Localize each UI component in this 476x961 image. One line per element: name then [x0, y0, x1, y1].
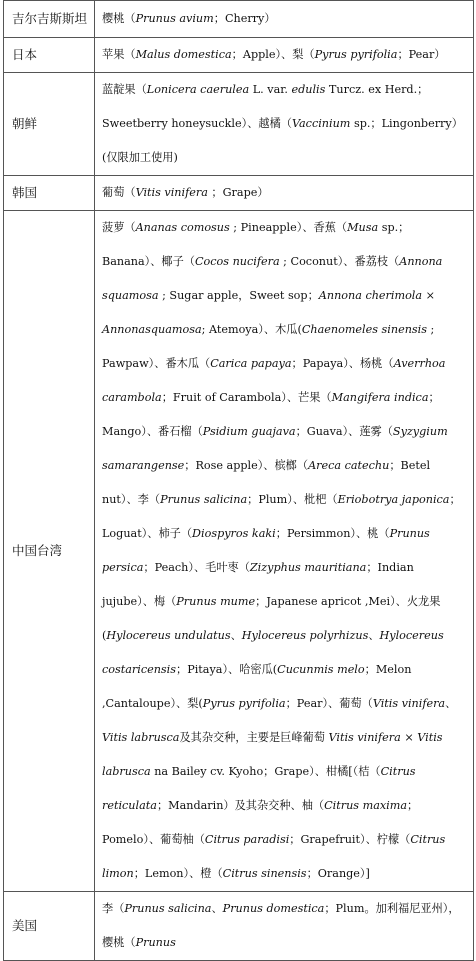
- entry-text: ；Apple）、梨（: [231, 48, 315, 61]
- entry-text: 、: [368, 629, 380, 642]
- entry-text: ；Betel nut）、李（: [102, 459, 431, 506]
- species-name: Prunus domestica: [222, 902, 325, 915]
- entry-text: ；Papaya）、杨桃（: [291, 357, 394, 370]
- species-name: Hylocereus costaricensis: [102, 629, 444, 676]
- table-row: [4, 1, 474, 38]
- entry-text: ；Orange）]: [306, 867, 370, 880]
- entry-text: 李（: [102, 902, 125, 915]
- species-name: Citrus reticulata: [102, 765, 416, 812]
- species-name: Citrus limon: [102, 833, 446, 880]
- table-row: [4, 38, 474, 73]
- species-name: Zizyphus mauritiana: [249, 561, 367, 574]
- fruit-entry: [102, 83, 463, 164]
- species-name: Hylocereus polyrhizus: [241, 629, 369, 642]
- fruit-entry: [102, 186, 269, 199]
- entry-text: sp.；Lingonberry）(仅限加工使用): [102, 117, 463, 164]
- entry-text: ；Plum。加利福尼亚州），樱桃（: [102, 902, 460, 949]
- entry-text: ；Plum）、枇杷（: [247, 493, 338, 506]
- species-name: Pyrus pyrifolia: [202, 697, 286, 710]
- entry-text: ；Persimmon）、桃（: [275, 527, 390, 540]
- entry-text: ; Atemoya）、木瓜(: [201, 323, 302, 336]
- species-name: Citrus sinensis: [222, 867, 307, 880]
- species-name: Vitis vinifera: [135, 186, 208, 199]
- species-name: Pyrus pyrifolia: [314, 48, 398, 61]
- entry-text: ；Melon ,Cantaloupe）、梨(: [102, 663, 412, 710]
- species-name: Prunus: [135, 936, 176, 949]
- fruit-list-cell: [95, 38, 474, 73]
- entry-text: ；Japanese apricot ,Mei）、火龙果(: [102, 595, 441, 642]
- entry-text: ；Peach）、毛叶枣（: [143, 561, 250, 574]
- species-name: edulis: [291, 83, 326, 96]
- entry-text: 苹果（: [102, 48, 136, 61]
- country-cell: 美国: [4, 892, 95, 961]
- entry-text: ；Lemon）、橙（: [133, 867, 223, 880]
- country-cell: 中国台湾: [4, 211, 95, 892]
- country-cell: 吉尔吉斯斯坦: [4, 1, 95, 38]
- market-access-table: [3, 0, 474, 961]
- country-cell: 日本: [4, 38, 95, 73]
- species-name: Carica papaya: [210, 357, 292, 370]
- species-name: Cocos nucifera: [194, 255, 280, 268]
- fruit-list-cell: [95, 1, 474, 38]
- entry-text: ；Indian jujube）、梅（: [102, 561, 414, 608]
- species-name: Ananas comosus: [135, 221, 230, 234]
- species-name: Hylocereus undulatus: [106, 629, 231, 642]
- table-row: [4, 892, 474, 961]
- entry-text: 菠萝（: [102, 221, 136, 234]
- entry-text: L. var.: [249, 83, 292, 96]
- fruit-entry: [102, 221, 461, 880]
- entry-text: ；Cherry）: [213, 12, 276, 25]
- fruit-list-cell: [95, 176, 474, 211]
- entry-text: ；Loguat）、柿子（: [102, 493, 461, 540]
- entry-text: ; Pawpaw）、番木瓜（: [102, 323, 435, 370]
- species-name: Vitis labrusca: [102, 731, 180, 744]
- entry-text: 、: [211, 902, 223, 915]
- species-name: Annona squamosa: [102, 255, 443, 302]
- entry-text: ；Rose apple）、槟榔（: [184, 459, 309, 472]
- entry-text: 、: [230, 629, 242, 642]
- species-name: Vaccinium: [291, 117, 351, 130]
- entry-text: sp.；Banana）、椰子（: [102, 221, 410, 268]
- species-name: Averrhoa carambola: [102, 357, 446, 404]
- species-name: Areca catechu: [308, 459, 390, 472]
- species-name: Citrus paradisi: [204, 833, 290, 846]
- entry-text: ；Grapefruit）、柠檬（: [289, 833, 411, 846]
- species-name: Prunus salicina: [160, 493, 248, 506]
- species-name: Prunus salicina: [124, 902, 212, 915]
- entry-text: 、: [445, 697, 457, 710]
- species-name: Musa: [347, 221, 379, 234]
- country-cell: 朝鲜: [4, 73, 95, 176]
- fruit-entry: [102, 12, 276, 25]
- entry-text: ; Pineapple）、香蕉（: [229, 221, 348, 234]
- species-name: Mangifera indica: [331, 391, 429, 404]
- entry-text: ；Pitaya）、哈密瓜(: [176, 663, 278, 676]
- species-name: Syzygium samarangense: [102, 425, 448, 472]
- entry-text: ; Sugar apple，Sweet sop；: [158, 289, 319, 302]
- entry-text: ；Pear）: [397, 48, 446, 61]
- entry-text: na Bailey cv. Kyoho；Grape）、柑橘[（桔（: [150, 765, 381, 778]
- entry-text: ; Coconut）、番荔枝（: [279, 255, 400, 268]
- species-name: Vitis vinifera: [372, 697, 446, 710]
- species-name: Cucunmis melo: [277, 663, 365, 676]
- species-name: Vitis vinifera × Vitis labrusca: [102, 731, 443, 778]
- table-row: [4, 176, 474, 211]
- species-name: Eriobotrya japonica: [337, 493, 450, 506]
- entry-text: ；Guava）、莲雾（: [295, 425, 393, 438]
- species-name: Chaenomeles sinensis: [301, 323, 427, 336]
- species-name: Annona cherimola × Annonasquamosa: [102, 289, 435, 336]
- species-name: Lonicera caerulea: [146, 83, 250, 96]
- entry-text: ；Pear）、葡萄（: [285, 697, 373, 710]
- species-name: Prunus persica: [102, 527, 430, 574]
- fruit-entry: [102, 902, 460, 949]
- table-row: [4, 73, 474, 176]
- entry-text: 及其杂交种，主要是巨峰葡萄: [179, 731, 329, 744]
- fruit-entry: [102, 48, 445, 61]
- table-row: [4, 211, 474, 892]
- species-name: Malus domestica: [135, 48, 232, 61]
- species-name: Prunus avium: [135, 12, 214, 25]
- entry-text: 樱桃（: [102, 12, 136, 25]
- entry-text: ；Pomelo）、葡萄柚（: [102, 799, 419, 846]
- species-name: Citrus maxima: [324, 799, 408, 812]
- entry-text: ；Mandarin）及其杂交种、柚（: [156, 799, 325, 812]
- entry-text: ；Grape）: [207, 186, 269, 199]
- fruit-list-cell: [95, 73, 474, 176]
- species-name: Prunus mume: [176, 595, 256, 608]
- fruit-list-cell: [95, 211, 474, 892]
- entry-text: ；Mango）、番石榴（: [102, 391, 440, 438]
- entry-text: 葡萄（: [102, 186, 136, 199]
- entry-text: ；Fruit of Carambola）、芒果（: [161, 391, 332, 404]
- entry-text: Turcz. ex Herd.；Sweetberry honeysuckle）、越橘（: [102, 83, 429, 130]
- entry-text: 蓝靛果（: [102, 83, 147, 96]
- country-cell: 韩国: [4, 176, 95, 211]
- species-name: Psidium guajava: [202, 425, 296, 438]
- species-name: Diospyros kaki: [192, 527, 276, 540]
- fruit-list-cell: [95, 892, 474, 961]
